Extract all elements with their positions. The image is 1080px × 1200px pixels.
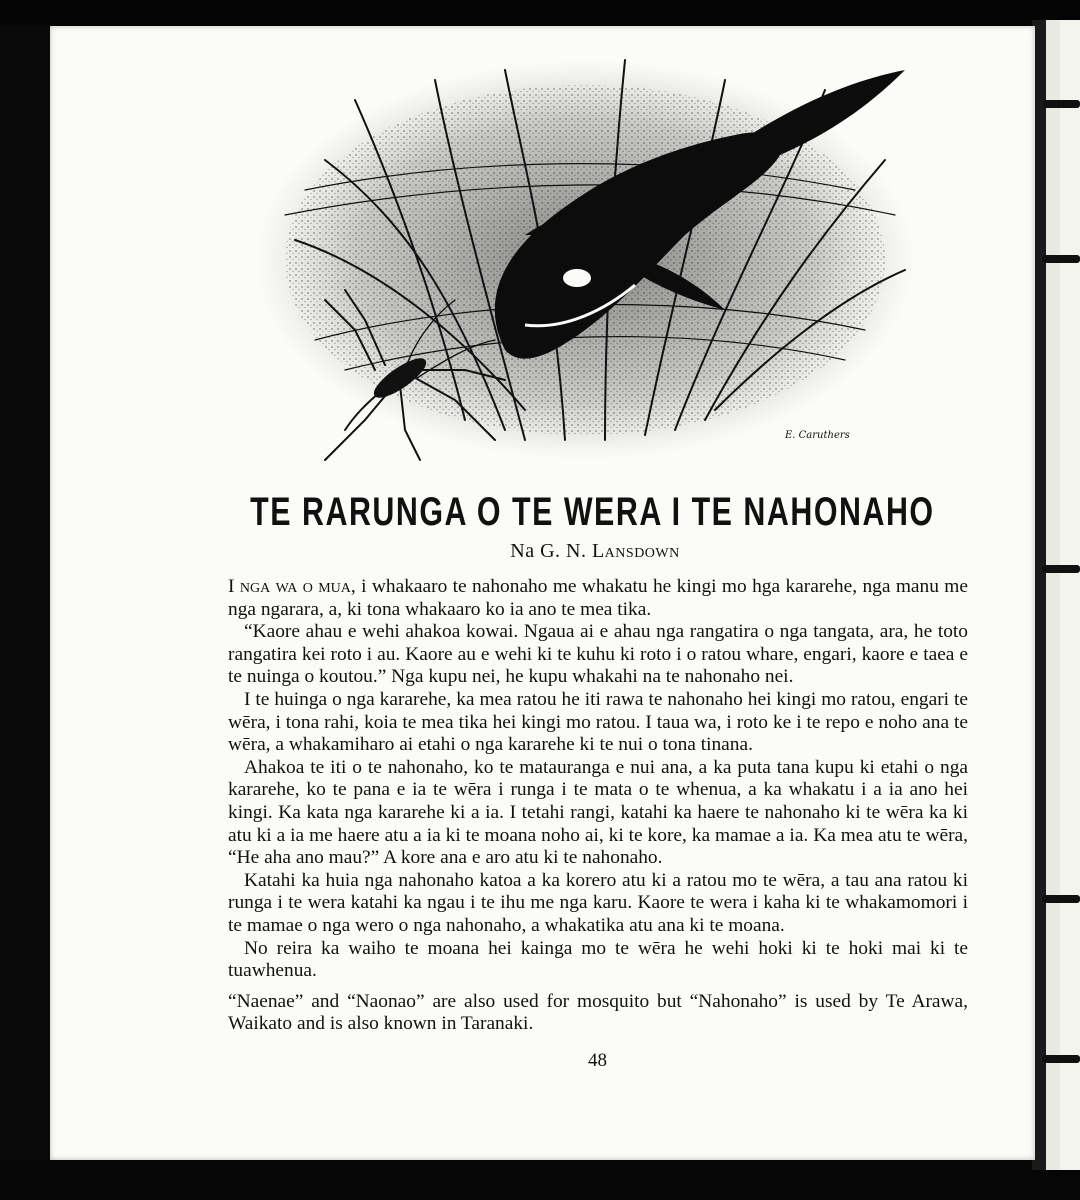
scan-border-bottom: [0, 1160, 1080, 1200]
paragraph-6: No reira ka waiho te moana hei kainga mo te wēra he wehi hoki ki te hoki mai ki te tuawhenua.: [228, 937, 968, 982]
paragraph-1: I nga wa o mua, i whakaaro te nahonaho me whakatu he kingi mo hga kararehe, nga manu me nga ngarara, a, ki tona whakaaro ko ia ano te mea tika.: [228, 576, 968, 620]
article-title: TE RARUNGA O TE WERA I TE NAHONAHO: [250, 490, 935, 534]
paragraph-5: Katahi ka huia nga nahonaho katoa a ka korero atu ki a ratou mo te wēra, a tau ana ratou ki runga i te wera katahi ka ngau i te ihu me nga karu. Kaore te wera i kaha ki te whakamomori i te mamae o nga wero o nga nahonaho, a whakatika atu ana ki te moana.: [228, 869, 968, 936]
illustration-signature: E. Caruthers: [785, 430, 850, 441]
byline-prefix: Na G. N.: [510, 540, 587, 562]
paragraph-3: I te huinga o nga kararehe, ka mea ratou he iti rawa te nahonaho hei kingi mo ratou, engari te wēra, i tona rahi, koia te mea tika hei kingi mo ratou. I taua wa, i roto ke i te repo e noho ana te wēra, a whakamiharo ai etahi o nga kararehe ki te nui o tona tinana.: [228, 688, 968, 756]
book-binding: [1032, 20, 1080, 1170]
footnote: “Naenae” and “Naonao” are also used for mosquito but “Nahonaho” is used by Te Arawa, Waikato and is also known in Taranaki.: [228, 990, 968, 1035]
lead-words: I nga wa o mua,: [228, 576, 356, 597]
page-number: 48: [588, 1050, 607, 1071]
article-body: [228, 576, 968, 1036]
paragraph-4: Ahakoa te iti o te nahonaho, ko te matauranga e nui ana, a ka puta tana kupu ki etahi o nga kararehe, ko te pana e ia te wēra i runga i te mata o te whenua, a ka whakatu i a ia ano hei kingi. Ka kata nga kararehe ki a ia. I tetahi rangi, katahi ka haere te nahonaho ki te wēra ka ki atu ki a ia me haere atu a ia ki te moana noho ai, ki te kore, ka mamae a ia. Ka mea atu te wēra, “He aha ano mau?” A kore ana e aro atu ki te nahonaho.: [228, 756, 968, 869]
scan-border-top: [0, 0, 1080, 26]
article-byline: [0, 540, 1080, 563]
author-name: Lansdown: [591, 540, 680, 562]
whale-mosquito-illustration: [205, 40, 925, 470]
paragraph-2: “Kaore ahau e wehi ahakoa kowai. Ngaua ai e ahau nga rangatira o nga tangata, ara, he toto rangatira kei roto i au. Kaore au e wehi ki te kuhu ki roto i o ratou whare, engari, kaore e taea e te nuinga o koutou.” Nga kupu nei, he kupu whakahi na te nahonaho nei.: [228, 621, 968, 688]
